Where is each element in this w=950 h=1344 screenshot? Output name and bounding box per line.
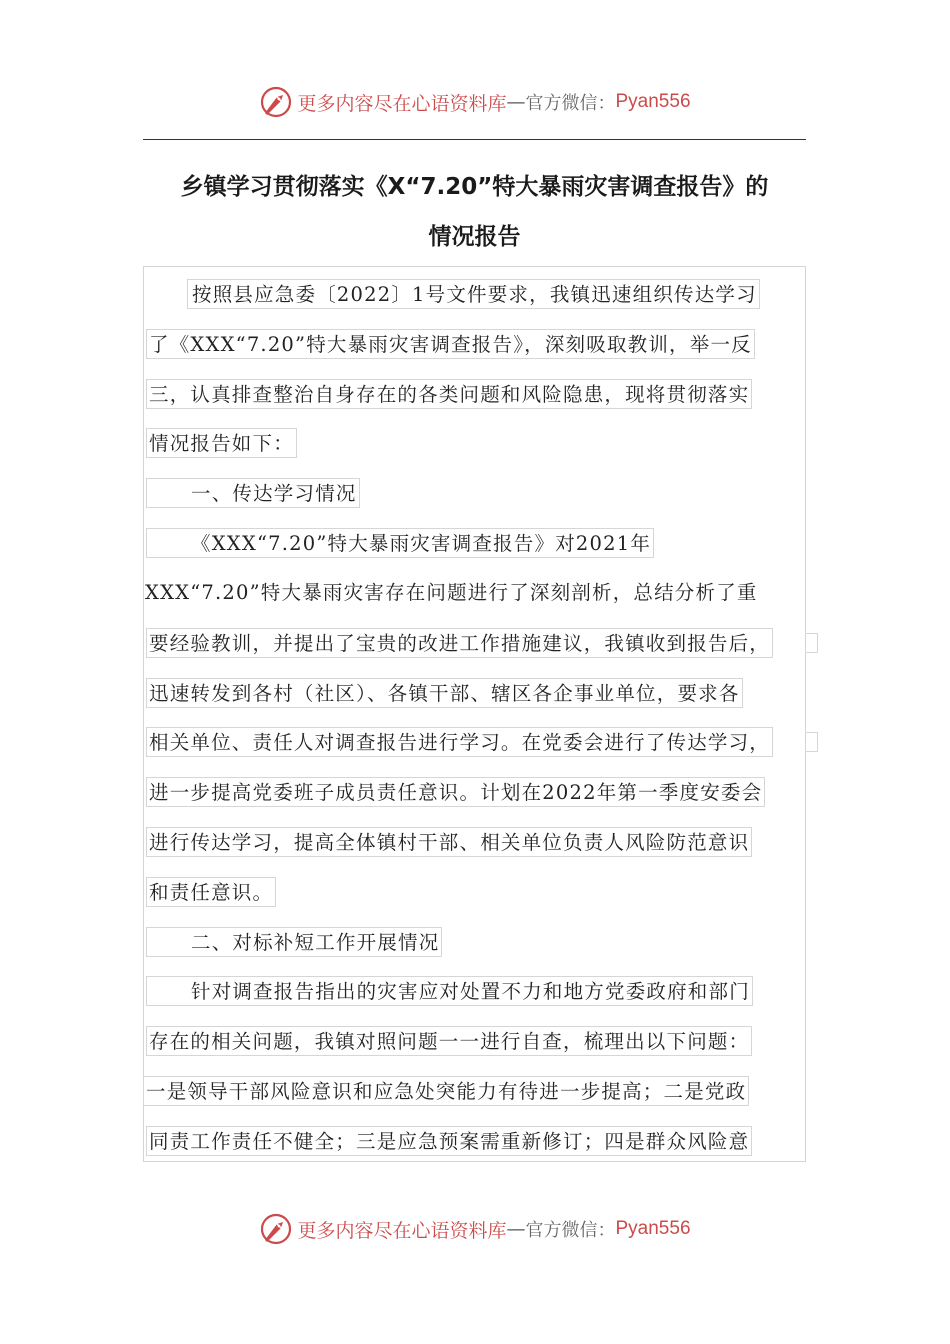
header-banner	[0, 82, 950, 122]
body-line: 同责工作责任不健全；三是应急预案需重新修订；四是群众风险意	[146, 1126, 752, 1156]
banner-text: 更多内容尽在心语资料库	[297, 92, 507, 115]
body-line: 按照县应急委〔2022〕1号文件要求，我镇迅速组织传达学习	[187, 279, 760, 309]
body-line: 存在的相关问题，我镇对照问题一一进行自查，梳理出以下问题：	[146, 1026, 752, 1056]
body-line: 一是领导干部风险意识和应急处突能力有待进一步提高；二是党政	[143, 1076, 749, 1106]
banner-wechat-label: 官方微信：	[525, 1220, 616, 1241]
pen-nib-logo-icon	[259, 1212, 293, 1246]
pen-nib-logo-icon	[259, 85, 293, 119]
body-line: 迅速转发到各村（社区）、各镇干部、辖区各企事业单位，要求各	[146, 678, 743, 708]
body-line: 情况报告如下：	[146, 428, 297, 458]
banner-dash: —	[506, 1218, 526, 1240]
section-heading: 二、对标补短工作开展情况	[146, 927, 442, 957]
line-edge-marker	[806, 732, 818, 752]
body-line: 和责任意识。	[146, 877, 276, 907]
banner-wechat-id: Pyan556	[615, 91, 691, 112]
body-line: 进一步提高党委班子成员责任意识。计划在2022年第一季度安委会	[146, 777, 765, 807]
banner-wechat-label: 官方微信：	[525, 93, 616, 114]
body-line: 进行传达学习，提高全体镇村干部、相关单位负责人风险防范意识	[146, 827, 752, 857]
section-heading: 一、传达学习情况	[146, 478, 360, 508]
body-line: 要经验教训，并提出了宝贵的改进工作措施建议，我镇收到报告后，	[146, 628, 773, 658]
line-edge-marker	[806, 633, 818, 653]
body-line: XXX“7.20”特大暴雨灾害存在问题进行了深刻剖析，总结分析了重	[145, 581, 758, 604]
body-line: 相关单位、责任人对调查报告进行学习。在党委会进行了传达学习，	[146, 727, 773, 757]
body-line: 了《XXX“7.20”特大暴雨灾害调查报告》，深刻吸取教训，举一反	[146, 329, 755, 359]
banner-wechat-id: Pyan556	[615, 1218, 691, 1239]
footer-banner	[0, 1209, 950, 1249]
header-divider	[143, 139, 806, 140]
document-title-line-1: 乡镇学习贯彻落实《X“7.20”特大暴雨灾害调查报告》的	[180, 174, 769, 200]
banner-dash: —	[506, 91, 526, 113]
banner-text: 更多内容尽在心语资料库	[297, 1219, 507, 1242]
body-line: 针对调查报告指出的灾害应对处置不力和地方党委政府和部门	[146, 976, 753, 1006]
body-line: 三，认真排查整治自身存在的各类问题和风险隐患，现将贯彻落实	[146, 379, 752, 409]
document-title-line-2: 情况报告	[428, 224, 521, 250]
body-line: 《XXX“7.20”特大暴雨灾害调查报告》对2021年	[146, 528, 654, 558]
